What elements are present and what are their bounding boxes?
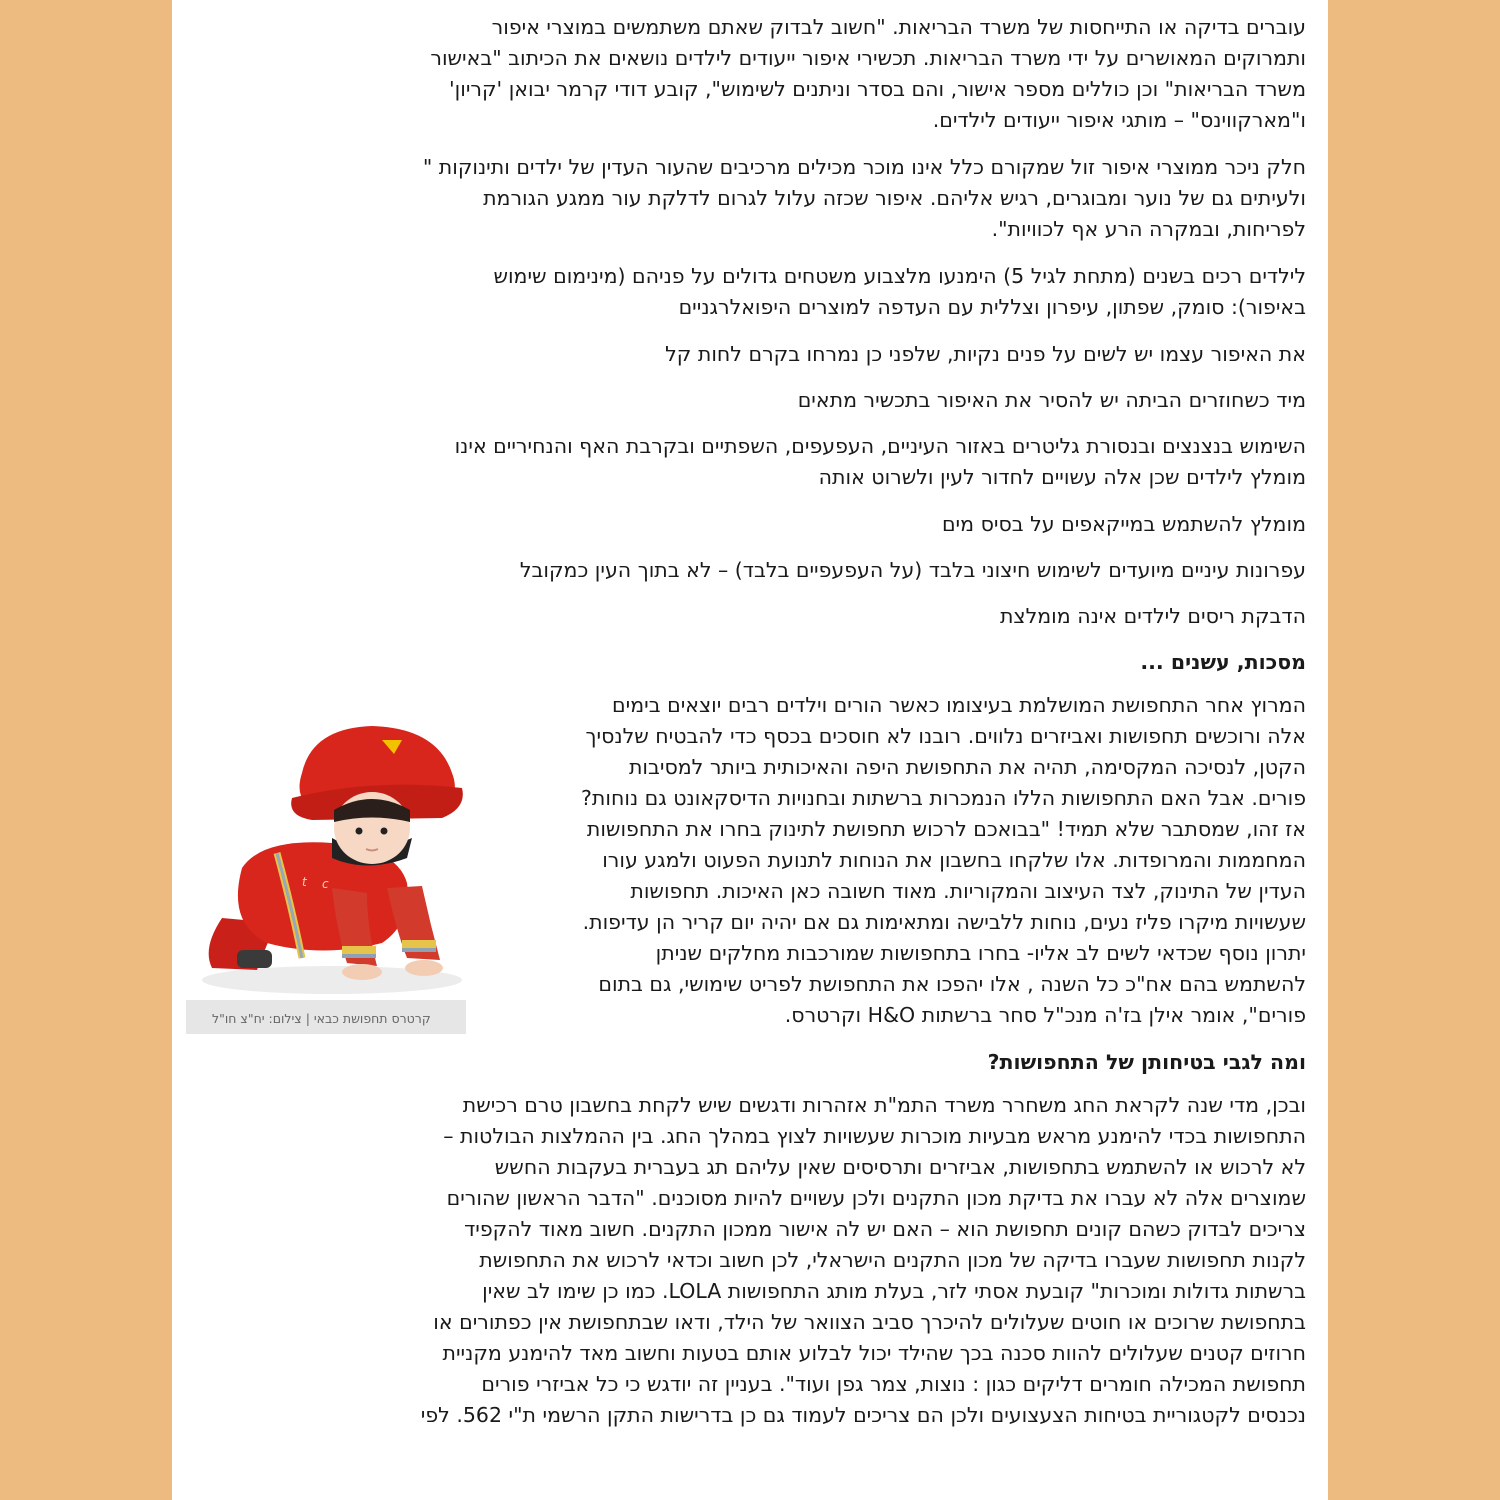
text-line: תחפושת המכילה חומרים דליקים כגון : נוצות, צמר גפן ועוד". בעניין זה יודגש כי כל אביזרי פורים <box>481 1372 1306 1396</box>
text-line: באיפור): סומק, שפתון, עיפרון וצללית עם העדפה למוצרים היפואלרגניים <box>678 295 1306 319</box>
text-line: לקנות תחפושות שעברו בדיקה של מכון התקנים הישראלי, לכן חשוב וכדאי לרכוש את התחפושת <box>479 1248 1306 1272</box>
tip-clean-face: את האיפור עצמו יש לשים על פנים נקיות, שלפני כן נמרחו בקרם לחות קל <box>665 342 1306 366</box>
text-line: ובכן, מדי שנה לקראת החג משחרר משרד התמ"ת אזהרות ודגשים שיש לקחת בחשבון טרם רכישת <box>462 1093 1306 1117</box>
text-line: עוברים בדיקה או התייחסות של משרד הבריאות. "חשוב לבדוק שאתם משתמשים במוצרי איפור <box>491 15 1306 39</box>
paragraph-intro <box>322 12 1306 136</box>
text-line: השימוש בנצנצים ובנסורת גליטרים באזור העיניים, העפעפים, השפתיים ובקרבת האף והנחיריים אינו <box>454 434 1306 458</box>
text-line: העדין של התינוק, לצד העיצוב והמקוריות. מאוד חשובה כאן האיכות. תחפושות <box>630 879 1306 903</box>
text-line: פורים. אבל האם התחפושות הללו הנמכרות ברשתות ובחנויות הדיסקאונט גם נוחות? <box>581 786 1306 810</box>
text-line: לילדים רכים בשנים (מתחת לגיל 5) הימנעו מלצבוע משטחים גדולים על פניהם (מינימום שימוש <box>493 264 1306 288</box>
text-line: המחממות והמרופדות. אלו שלקחו בחשבון את הנוחות לתנועת הפעוט ולמגע עורו <box>602 848 1306 872</box>
text-line: לא לרכוש או להשתמש בתחפושות, אביזרים ותרסיסים שאין עליהם תג בעברית בעקבות החשש <box>494 1155 1306 1179</box>
text-line: אלה ורוכשים תחפושות ואביזרים נלווים. רובנו לא חוסכים בכסף כדי להבטיח שלנסיך <box>585 724 1306 748</box>
text-line: משרד הבריאות" וכן כוללים מספר אישור, והם בסדר וניתנים לשימוש", קובע דודי קרמר יבואן 'קריון' <box>449 77 1306 101</box>
tip-water-based: מומלץ להשתמש במייקאפים על בסיס מים <box>941 512 1306 536</box>
svg-text:t: t <box>302 875 307 889</box>
paragraph-costumes <box>496 690 1306 1031</box>
svg-text:c: c <box>322 877 329 891</box>
document-page <box>172 0 1328 1500</box>
text-line: להשתמש בהם אח"כ כל השנה , אלו יהפכו את התחפושת לפריט שימושי, גם בתום <box>598 972 1306 996</box>
section-heading-safety: ומה לגבי בטיחותן של התחפושות? <box>987 1050 1306 1074</box>
tip-remove-makeup: מיד כשחוזרים הביתה יש להסיר את האיפור בתכשיר מתאים <box>797 388 1306 412</box>
paragraph-safety <box>322 1090 1306 1431</box>
paragraph-young-children <box>322 261 1306 323</box>
text-line: נכנסים לקטגוריית בטיחות הצעצועים ולכן הם צריכים לעמוד גם כן בדרישות התקן הרשמי ת"י 562. לפי <box>420 1403 1306 1427</box>
text-line: ולעיתים גם של נוער ומבוגרים, רגיש אליהם. איפור שכזה עלול לגרום לדלקת עור ממגע הגורמת <box>483 186 1306 210</box>
text-line: שעשויות מיקרו פליז נעים, נוחות ללבישה ומתאימות גם אם יהיה יום קריר הן עדיפות. <box>582 910 1306 934</box>
text-line: מומלץ לילדים שכן אלה עשויים לחדור לעין ולשרוט אותה <box>818 465 1306 489</box>
text-line: שמוצרים אלה לא עברו את בדיקת מכון התקנים ולכן עשויים להיות מסוכנים. "הדבר הראשון שהורים <box>446 1186 1306 1210</box>
photo-caption: קרטרס תחפושת כבאי | צילום: יח"צ חו"ל <box>212 1011 431 1026</box>
text-line: חרוזים קטנים שעלולים להוות סכנה בכך שהילד יכול לבלוע אותם בטעות וחשוב מאד להימנע מקניית <box>442 1341 1306 1365</box>
text-line: התחפושות בכדי להימנע מראש מבעיות מוכרות שעשויות לצוץ במהלך החג. בין ההמלצות הבולטות – <box>443 1124 1306 1148</box>
text-line: הקטן, לנסיכה המקסימה, תהיה את התחפושת היפה והאיכותית ביותר למסיבות <box>628 755 1306 779</box>
text-line: ותמרוקים המאושרים על ידי משרד הבריאות. תכשירי איפור ייעודים לילדים נושאים את הכיתוב "באישור <box>430 46 1306 70</box>
tip-glitter <box>322 431 1306 493</box>
text-line: חלק ניכר ממוצרי איפור זול שמקורם כלל אינו מוכר מכילים מרכיבים שהעור העדין של ילדים ותינוקות " <box>422 155 1306 179</box>
paragraph-cheap-makeup <box>322 152 1306 245</box>
text-line: אז זהו, שמסתבר שלא תמיד! "בבואכם לרכוש תחפושת לתינוק בחרו את התחפושות <box>586 817 1306 841</box>
text-line: צריכים לבדוק כשהם קונים תחפושת הוא – האם יש לה אישור ממכון התקנים. חשוב מאוד להקפיד <box>464 1217 1306 1241</box>
tip-eye-pencils: עפרונות עיניים מיועדים לשימוש חיצוני בלבד (על העפעפיים בלבד) – לא בתוך העין כמקובל <box>519 558 1306 582</box>
text-line: ו"מארקווינס" – מותגי איפור ייעודים לילדים. <box>932 108 1306 132</box>
section-heading-masks: מסכות, עשנים ... <box>1140 650 1306 674</box>
text-line: לפריחות, ובמקרה הרע אף לכוויות". <box>991 217 1306 241</box>
tip-lashes: הדבקת ריסים לילדים אינה מומלצת <box>999 604 1306 628</box>
article-text <box>322 12 1306 1447</box>
text-line: פורים", אומר אילן בז'ה מנכ"ל סחר ברשתות H&O וקרטרס. <box>784 1003 1306 1027</box>
text-line: יתרון נוסף שכדאי לשים לב אליו- בחרו בתחפושות שמורכבות מחלקים שניתן <box>655 941 1306 965</box>
costume-section <box>322 690 1306 1031</box>
text-line: המרוץ אחר התחפושת המושלמת בעיצומו כאשר הורים וילדים רבים יוצאים בימים <box>612 693 1306 717</box>
text-line: ברשתות גדולות ומוכרות" קובעת אסתי לזר, בעלת מותג התחפושות LOLA. כמו כן שימו לב שאין <box>482 1279 1306 1303</box>
text-line: בתחפושת שרוכים או חוטים שעלולים להיכרך סביב הצוואר של הילד, ודאו שבתחפושת אין כפתורים או <box>433 1310 1306 1334</box>
